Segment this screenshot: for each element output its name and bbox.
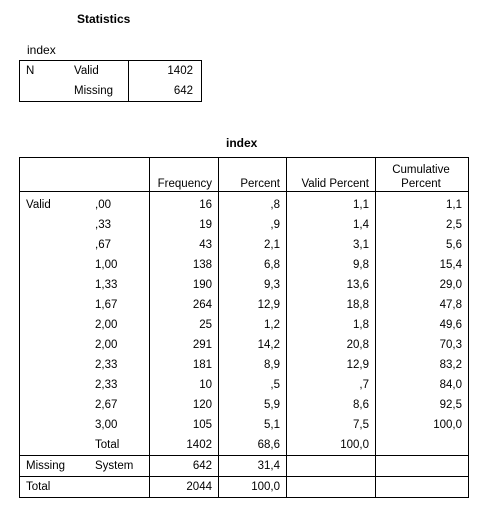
cell-percent: 2,1	[219, 235, 287, 255]
cell-frequency: 43	[150, 235, 219, 255]
frequency-table	[19, 157, 469, 498]
table-row	[20, 315, 469, 335]
cell-cumulative-percent: 2,5	[446, 219, 462, 231]
row-group-label	[20, 335, 88, 355]
cell-cumulative-percent: 5,6	[446, 239, 462, 251]
cell-valid-percent	[287, 456, 376, 477]
row-value-label: 2,67	[87, 395, 150, 415]
cell-cumulative-percent	[376, 456, 469, 477]
row-group-label	[20, 435, 88, 456]
row-group-label	[20, 415, 88, 435]
cell-percent: 31,4	[219, 456, 287, 477]
row-value-label: 1,33	[87, 275, 150, 295]
cell-valid-percent: 9,8	[287, 255, 376, 275]
table-row	[20, 215, 469, 235]
cell-valid-percent: 18,8	[287, 295, 376, 315]
row-value-label: 2,33	[87, 375, 150, 395]
header-frequency: Frequency	[150, 158, 219, 192]
statistics-variable-label: index	[27, 43, 56, 57]
table-row	[20, 435, 469, 456]
cell-valid-percent: 1,1	[287, 192, 376, 216]
cell-frequency: 2044	[150, 477, 219, 498]
row-group-label: Total	[20, 477, 88, 498]
cell-valid-percent: 1,4	[287, 215, 376, 235]
row-group-label	[20, 215, 88, 235]
row-value-label: ,33	[87, 215, 150, 235]
row-value-label: 2,33	[87, 355, 150, 375]
cell-cumulative-percent: 29,0	[439, 279, 462, 291]
cell-cumulative-percent: 47,8	[439, 299, 462, 311]
header-cumulative-percent	[376, 158, 469, 192]
header-valid-percent: Valid Percent	[287, 158, 376, 192]
table-row	[20, 295, 469, 315]
header-cumulative-line1: Cumulative	[392, 164, 450, 176]
cell-frequency: 25	[150, 315, 219, 335]
cell-cumulative-percent	[376, 477, 469, 498]
cell-valid-percent: 3,1	[287, 235, 376, 255]
row-group-label	[20, 375, 88, 395]
row-value-label: 1,00	[87, 255, 150, 275]
cell-frequency: 642	[150, 456, 219, 477]
cell-frequency: 138	[150, 255, 219, 275]
header-cumulative-line2: Percent	[401, 178, 441, 190]
cell-cumulative-percent: 49,6	[439, 319, 462, 331]
cell-cumulative-percent: 15,4	[439, 259, 462, 271]
cell-cumulative-percent: 83,2	[439, 359, 462, 371]
cell-percent: 100,0	[219, 477, 287, 498]
cell-frequency: 1402	[150, 435, 219, 456]
table-row	[20, 395, 469, 415]
table-row	[20, 456, 469, 477]
row-value-label	[87, 477, 150, 498]
n-label: N	[26, 65, 35, 77]
cell-valid-percent: 7,5	[287, 415, 376, 435]
cell-percent: ,8	[219, 192, 287, 216]
cell-valid-percent	[287, 477, 376, 498]
header-percent: Percent	[219, 158, 287, 192]
cell-frequency: 190	[150, 275, 219, 295]
cell-percent: 6,8	[219, 255, 287, 275]
row-value-label: 2,00	[87, 335, 150, 355]
row-value-label: System	[87, 456, 150, 477]
cell-valid-percent: 20,8	[287, 335, 376, 355]
cell-frequency: 10	[150, 375, 219, 395]
cell-cumulative-percent: 100,0	[433, 419, 462, 431]
row-group-label: Missing	[20, 456, 88, 477]
row-value-label: Total	[87, 435, 150, 456]
table-row	[20, 477, 469, 498]
cell-cumulative-percent: 84,0	[439, 379, 462, 391]
cell-valid-percent: 12,9	[287, 355, 376, 375]
table-row	[20, 335, 469, 355]
cell-percent: 68,6	[219, 435, 287, 456]
cell-frequency: 19	[150, 215, 219, 235]
statistics-row-missing	[20, 81, 202, 102]
cell-percent: 5,1	[219, 415, 287, 435]
cell-valid-percent: 13,6	[287, 275, 376, 295]
cell-valid-percent: 1,8	[287, 315, 376, 335]
statistics-title: Statistics	[77, 12, 131, 26]
statistics-row-valid	[20, 61, 202, 82]
table-row	[20, 375, 469, 395]
cell-valid-percent: ,7	[287, 375, 376, 395]
table-row	[20, 255, 469, 275]
statistics-table	[19, 60, 202, 102]
cell-percent: 9,3	[219, 275, 287, 295]
statistics-row-label: Valid	[74, 61, 129, 82]
frequency-header-row	[20, 158, 469, 192]
table-row	[20, 415, 469, 435]
cell-valid-percent: 100,0	[287, 435, 376, 456]
cell-frequency: 264	[150, 295, 219, 315]
cell-frequency: 16	[150, 192, 219, 216]
cell-valid-percent: 8,6	[287, 395, 376, 415]
table-row	[20, 275, 469, 295]
row-group-label	[20, 395, 88, 415]
frequency-table-body	[20, 192, 469, 498]
header-stub	[20, 158, 150, 192]
statistics-row-value: 1402	[167, 65, 193, 77]
row-group-label	[20, 315, 88, 335]
row-value-label: 2,00	[87, 315, 150, 335]
row-group-label: Valid	[26, 199, 51, 211]
cell-percent: 8,9	[219, 355, 287, 375]
cell-percent: 12,9	[219, 295, 287, 315]
row-group-label	[20, 275, 88, 295]
row-value-label: 3,00	[87, 415, 150, 435]
table-row	[20, 355, 469, 375]
row-group-label	[20, 235, 88, 255]
cell-frequency: 105	[150, 415, 219, 435]
frequency-title: index	[226, 136, 258, 150]
cell-percent: 5,9	[219, 395, 287, 415]
row-group-label	[20, 355, 88, 375]
statistics-row-label: Missing	[74, 81, 129, 102]
cell-cumulative-percent: 1,1	[446, 199, 462, 211]
cell-percent: ,9	[219, 215, 287, 235]
row-value-label: ,00	[87, 192, 150, 216]
cell-cumulative-percent: 92,5	[439, 399, 462, 411]
row-value-label: 1,67	[87, 295, 150, 315]
statistics-row-value: 642	[173, 85, 193, 97]
cell-frequency: 120	[150, 395, 219, 415]
row-value-label: ,67	[87, 235, 150, 255]
cell-percent: 14,2	[219, 335, 287, 355]
cell-cumulative-percent	[376, 435, 469, 456]
cell-frequency: 291	[150, 335, 219, 355]
cell-percent: ,5	[219, 375, 287, 395]
table-row	[20, 235, 469, 255]
table-row	[20, 192, 469, 216]
row-group-label	[20, 295, 88, 315]
cell-cumulative-percent: 70,3	[439, 339, 462, 351]
row-group-label	[20, 255, 88, 275]
cell-frequency: 181	[150, 355, 219, 375]
cell-percent: 1,2	[219, 315, 287, 335]
